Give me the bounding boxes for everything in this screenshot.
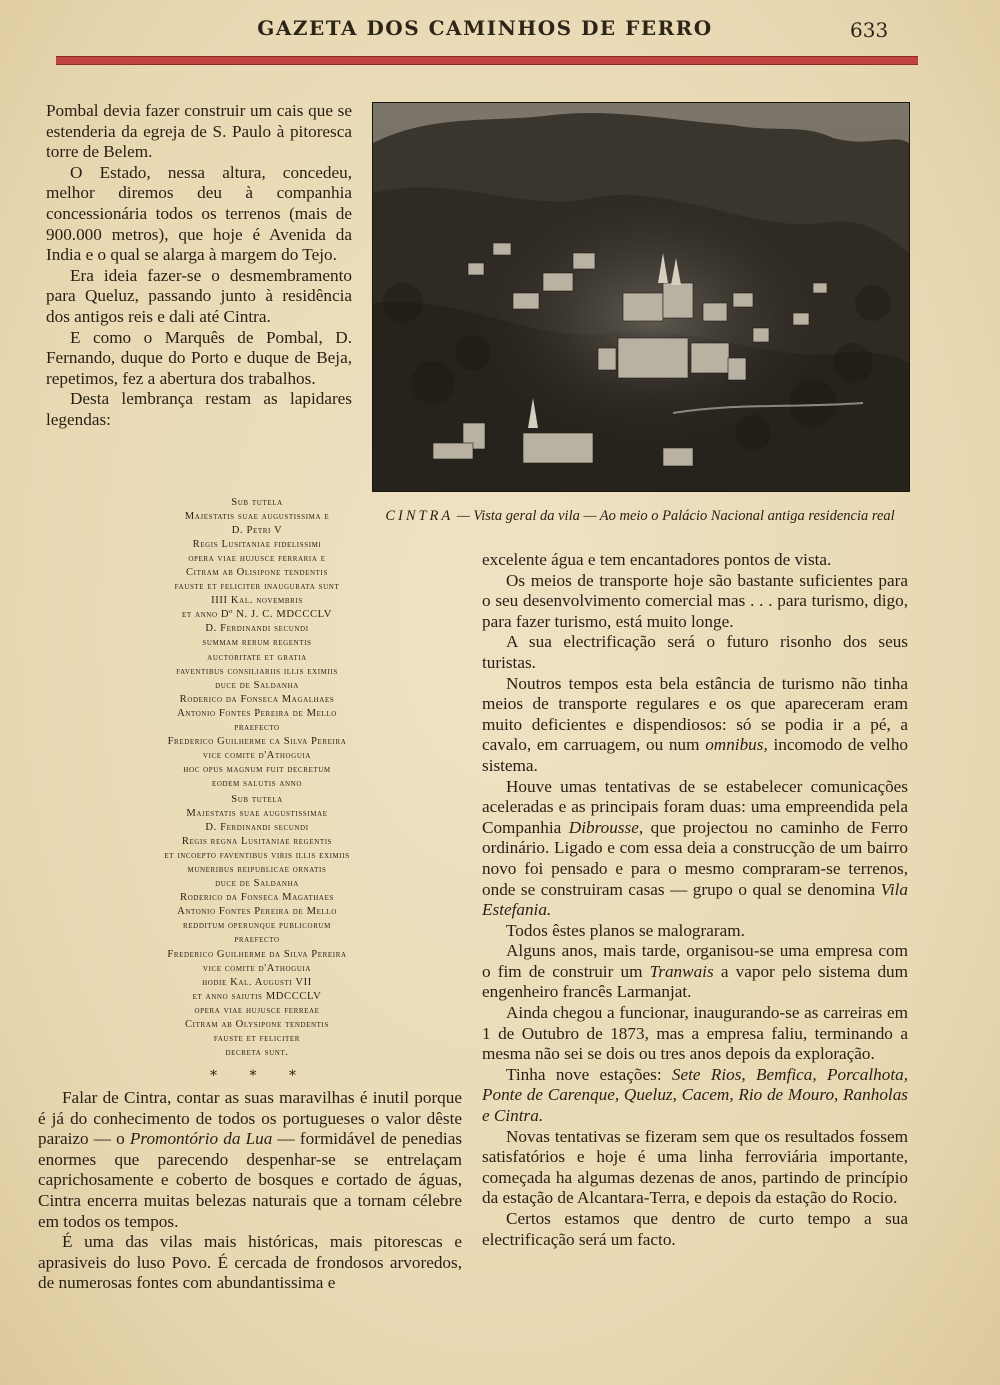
right-column (482, 550, 908, 1250)
paragraph: Noutros tempos esta bela estância de turismo não tinha meios de transporte regulares e os que apareceram eram muito deficientes e dispendiosos: só se podia ir a pé, a cavalo, em carruagem, ou num omnibus, incomodo de velho sistema. (482, 673, 909, 775)
paragraph: Era ideia fazer-se o desmembramento para Queluz, passando junto à residência dos antigos reis e dali até Cintra. (46, 265, 352, 326)
page-number: 633 (850, 18, 889, 42)
inscription-line: Antonio Fontes Pereira de Mello (177, 707, 337, 719)
inscription-line: Majestatis suae augustissima e (184, 511, 330, 523)
inscription-line: D. Ferdinandi secundi (205, 623, 309, 635)
inscription-line: hodie Kal. Augusti VII (202, 976, 312, 988)
inscription-line: faventibus consiliariis illis eximiis (176, 665, 338, 677)
paragraph: Houve umas tentativas de se estabelecer comunicações aceleradas e as principais foram duas: uma empreendida pela Companhia Dibrousse, que projectou no caminho de Ferro ordinário. Ligado e com essa deia a construcção de um bairro novo foi pensado e para o mesmo compraram-se terrenos, onde se construiram casas — grupo o qual se denomina Vila Estefania. (482, 776, 908, 920)
left-column-bottom (38, 1088, 462, 1294)
inscription-line: Majestatis suae augustissimae (186, 808, 328, 820)
inscription-line: vice comite d'Athoguia (202, 749, 312, 761)
inscription-line: praefecto (234, 934, 280, 946)
inscription-line: Antonio Fontes Pereira de Mello (177, 906, 337, 918)
inscription-line: et incoepto faventibus viris illis eximiis (164, 850, 350, 862)
inscription-line: Sub tutela (231, 497, 283, 508)
inscription-line: opera viae hujusce ferreae (194, 1004, 320, 1016)
inscription-line: Citram ab Olisipone tendentis (186, 567, 328, 579)
town-landscape-image (373, 103, 909, 491)
inscription-line: auctoritate et gratia (207, 651, 307, 663)
inscription-line: summam rerum regentis (202, 637, 312, 649)
paragraph: Pombal devia fazer construir um cais que se estenderia da egreja de S. Paulo à pitoresca torre de Belem. (46, 101, 352, 162)
paragraph: O Estado, nessa altura, concedeu, melhor diremos deu à companhia concessionária todos os terrenos (mais de 900.000 metros), que hoje é Avenida da India e o qual se alarga à margem do Tejo. (46, 162, 352, 265)
inscription-line: eodem salutis anno (212, 777, 302, 789)
paragraph: excelente água e tem encantadores pontos de vista. (482, 550, 832, 569)
inscription-line: IIII Kal. novembris (211, 595, 303, 607)
inscription-line: D. Petri V (231, 525, 283, 537)
inscription-line: Sub tutela (231, 793, 283, 805)
inscription-line: duce de Saldanha (215, 679, 299, 691)
paragraph: Novas tentativas se fizeram sem que os resultados fossem satisfatórios e hoje é uma linha ferroviária importante, começada ha algumas dezenas de anos, partindo de princípio da estação de Alcantara-Terra, e depois da estação do Rocio. (482, 1126, 908, 1208)
inscription-line: D. Ferdinandi secundi (205, 822, 309, 834)
inscription-line: Regis regna Lusitaniae regentis (181, 836, 333, 848)
inscription-line: opera viae hujusce ferraria e (188, 553, 326, 565)
inscription-line: decreta sunt. (225, 1046, 289, 1058)
header-rule (56, 56, 918, 65)
inscription-line: Roderico da Fonseca Magathaes (180, 892, 334, 904)
inscription-line: Citram ab Olysipone tendentis (185, 1018, 329, 1030)
inscription-line: Roderico da Fonseca Magalhaes (179, 693, 335, 705)
inscription-line: fauste et feliciter (213, 1032, 301, 1044)
inscription-line: et anno Dº N. J. C. MDCCCLV (182, 609, 332, 621)
paragraph: Certos estamos que dentro de curto tempo a sua electrificação será um facto. (482, 1209, 908, 1249)
inscription-line: vice comite d'Athoguia (202, 962, 312, 974)
inscription-line: praefecto (234, 721, 280, 733)
paragraph: Ainda chegou a funcionar, inaugurando-se as carreiras em 1 de Outubro de 1873, mas a empresa faliu, terminando a mesma não sei se dois ou tres anos depois da exploração. (482, 1003, 908, 1064)
inscription-line: Frederico Guilherme ca Silva Pereira (167, 735, 347, 747)
caption-text: — Vista geral da vila — Ao meio o Palácio Nacional antiga residencia real (453, 508, 895, 524)
inscription-line: duce de Saldanha (215, 878, 299, 890)
caption-place: CINTRA (385, 508, 454, 524)
paragraph: Alguns anos, mais tarde, organisou-se uma empresa com o fim de construir um Tranwais a vapor pelo sistema dum engenheiro francês Larmanjat. (482, 941, 909, 1002)
paragraph: Tinha nove estações: Sete Rios, Bemfica, Porcalhota, Ponte de Carenque, Queluz, Cacem, Rio de Mouro, Ranholas e Cintra. (482, 1064, 908, 1126)
photo-caption (372, 508, 908, 525)
inscription-line: et anno saiutis MDCCCLV (192, 990, 322, 1002)
inscription-line: Regis Lusitaniae fidelissimi (192, 539, 322, 551)
paragraph: A sua electrificação será o futuro risonho dos seus turistas. (482, 632, 908, 672)
inscription-line: fauste et feliciter inaugurata sunt (174, 581, 340, 593)
photo-cintra-view (372, 102, 910, 492)
page-header-title: GAZETA DOS CAMINHOS DE FERRO (257, 16, 713, 40)
latin-inscriptions (134, 496, 380, 1060)
section-separator: * * * (210, 1068, 310, 1084)
left-column-top (46, 101, 352, 431)
paragraph: É uma das vilas mais históricas, mais pitorescas e aprasiveis do luso Povo. É cercada de frondosos arvoredos, de numerosas fontes com abundantissima e (38, 1232, 462, 1293)
paragraph: Os meios de transporte hoje são bastante suficientes para o seu desenvolvimento comercial mas . . . para turismo, digo, para fazer turismo, está muito longe. (482, 570, 908, 631)
paragraph: Falar de Cintra, contar as suas maravilhas é inutil porque é já do conhecimento de todos os portugueses o valor dêste paraizo — o Promontório da Lua — formidável de penedias enormes que parecendo despenhar-se se entrelaçam caprichosamente e coberto de bosques e cortado de águas, Cintra encerra muitas belezas naturais que a tornam célebre em todos os tempos. (38, 1088, 463, 1231)
paragraph: Desta lembrança restam as lapidares legendas: (46, 389, 352, 429)
inscription-line: hoc opus magnum fuit decretum (183, 763, 331, 775)
inscription-line: muneribus reipublicae ornatis (187, 864, 327, 876)
paragraph: E como o Marquês de Pombal, D. Fernando, duque do Porto e duque de Beja, repetimos, fez a abertura dos trabalhos. (46, 327, 352, 388)
inscription-line: Frederico Guilherme da Silva Pereira (167, 948, 347, 960)
inscription-line: redditum operunque publicorum (183, 920, 331, 932)
paragraph: Todos êstes planos se malograram. (506, 920, 745, 940)
